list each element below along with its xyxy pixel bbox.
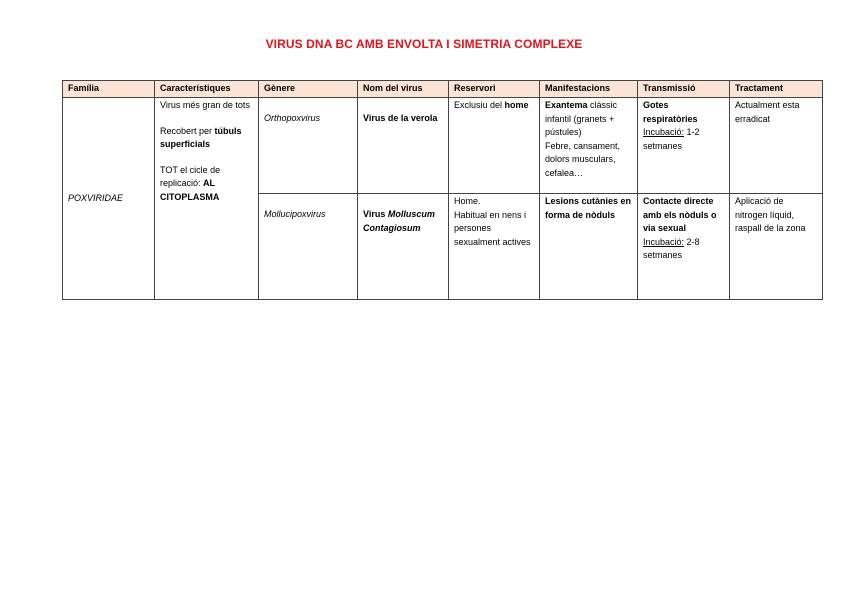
reservoir-prefix: Exclusiu del xyxy=(454,100,505,110)
incubation-label: Incubació: xyxy=(643,236,685,247)
header-tractament: Tractament xyxy=(730,81,823,98)
header-manifestacions: Manifestacions xyxy=(540,81,638,98)
header-transmissio: Transmissió xyxy=(638,81,730,98)
reservoir-line-1: Home. xyxy=(454,196,481,206)
char-text-2-bold: túbuls superficials xyxy=(160,125,242,149)
header-reservori: Reservori xyxy=(449,81,540,98)
char-text-3-prefix: TOT el cicle de replicació: xyxy=(160,164,221,188)
genus-cell: Mollucipoxvirus xyxy=(259,194,358,300)
virus-name-cell: Virus de la verola xyxy=(358,98,449,194)
virus-name-prefix: Virus xyxy=(363,209,388,219)
header-caracteristiques: Característiques xyxy=(155,81,259,98)
table-header-row xyxy=(63,81,823,98)
transmission-bold: Contacte directe amb els nòduls o via sexual xyxy=(643,196,717,233)
manifest-text-1: clàssic infantil (granets + pústules) xyxy=(545,100,618,137)
incubation-label: Incubació: xyxy=(643,127,685,137)
treatment-cell: Actualment esta erradicat xyxy=(730,98,823,194)
reservoir-line-2: Habitual en nens i persones sexualment actives xyxy=(454,209,531,247)
incubation-value: 2-8 setmanes xyxy=(643,236,700,260)
document-title: VIRUS DNA BC AMB ENVOLTA I SIMETRIA COMPLEXE xyxy=(265,37,583,51)
reservoir-cell xyxy=(449,194,540,300)
reservoir-bold: home xyxy=(504,100,529,110)
char-text-1: Virus més gran de tots xyxy=(160,100,250,110)
header-genere: Gènere xyxy=(259,81,358,98)
transmission-bold: Gotes respiratòries xyxy=(643,100,698,124)
manifest-bold: Exantema xyxy=(545,100,588,110)
manifestations-cell: Lesions cutànies en forma de nòduls xyxy=(540,194,638,300)
treatment-cell: Aplicació de nitrogen líquid, raspall de la zona xyxy=(730,194,823,300)
char-text-2-prefix: Recobert per xyxy=(160,125,215,136)
reservoir-cell xyxy=(449,98,540,194)
virus-table xyxy=(62,80,823,300)
virus-name-cell xyxy=(358,194,449,300)
transmission-cell xyxy=(638,194,730,300)
transmission-cell xyxy=(638,98,730,194)
header-familia: Família xyxy=(63,81,155,98)
virus-name-italic: Molluscum Contagiosum xyxy=(363,209,435,233)
genus-cell: Orthopoxvirus xyxy=(259,98,358,194)
header-nom-virus: Nom del virus xyxy=(358,81,449,98)
char-text-3-bold: AL CITOPLASMA xyxy=(160,178,220,202)
family-cell: POXVIRIDAE xyxy=(63,98,155,300)
incubation-value: 1-2 setmanes xyxy=(643,127,700,151)
manifestations-cell xyxy=(540,98,638,194)
manifest-text-2: Febre, cansament, dolors musculars, cefalea… xyxy=(545,140,621,178)
table-row xyxy=(63,98,823,194)
characteristics-cell xyxy=(155,98,259,300)
